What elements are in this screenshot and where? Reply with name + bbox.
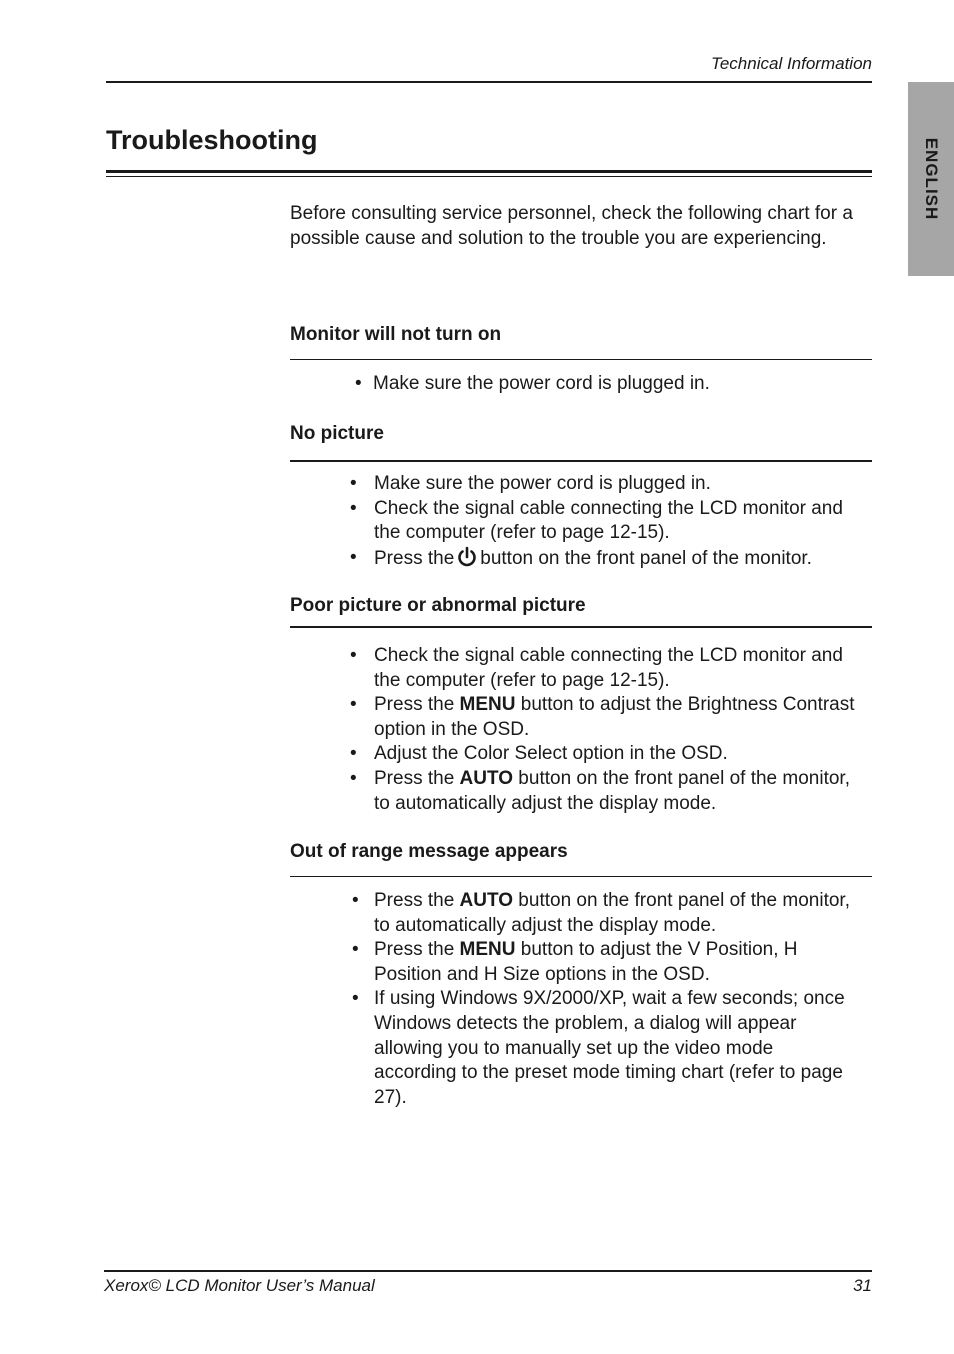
section-list-poor-picture <box>350 644 860 816</box>
footer-manual-title: Xerox© LCD Monitor User’s Manual <box>104 1276 375 1295</box>
footer-rule <box>104 1270 872 1272</box>
list-item: • Check the signal cable connecting the LCD monitor and the computer (refer to page 12-15). <box>350 497 865 546</box>
item-text-post: button on the front panel of the monitor. <box>480 547 812 569</box>
section-list-no-picture <box>350 472 865 571</box>
section-list-no-power <box>355 372 855 397</box>
auto-button-label: AUTO <box>459 767 514 789</box>
item-text-pre: Press the <box>374 767 460 789</box>
list-item <box>350 693 860 742</box>
section-rule <box>290 359 872 360</box>
list-item <box>352 938 852 987</box>
list-item: • Make sure the power cord is plugged in. <box>355 372 855 397</box>
section-title-no-power: Monitor will not turn on <box>290 324 502 345</box>
page-title: Troubleshooting <box>106 125 318 155</box>
list-item: • Check the signal cable connecting the LCD monitor and the computer (refer to page 12-15). <box>350 644 860 693</box>
item-text-post: button on the front panel of the monitor, to automatically adjust the display mode. <box>374 890 850 936</box>
section-rule <box>290 626 872 628</box>
section-title-no-picture: No picture <box>290 423 384 444</box>
list-item: • Adjust the Color Select option in the OSD. <box>350 742 860 767</box>
list-item <box>350 767 860 816</box>
item-text-pre: Press the <box>374 547 455 569</box>
item-text-pre: Press the <box>374 939 460 961</box>
running-head: Technical Information <box>711 54 872 73</box>
item-text-post: button on the front panel of the monitor, to automatically adjust the display mode. <box>374 767 850 814</box>
menu-button-label: MENU <box>459 694 516 716</box>
auto-button-label: AUTO <box>459 890 514 911</box>
language-tab-label: ENGLISH <box>922 137 941 221</box>
item-text-post: button to adjust the Brightness Contrast option in the OSD. <box>374 694 855 740</box>
power-icon <box>456 546 478 568</box>
intro-paragraph: Before consulting service personnel, check the following chart for a possible cause and solution to the trouble you are experiencing. <box>290 203 853 249</box>
page-number: 31 <box>853 1276 872 1295</box>
list-item: • If using Windows 9X/2000/XP, wait a few seconds; once Windows detects the problem, a dialog will appear allowing you to manually set up the video mode according to the preset mode timing chart (refer to page 27). <box>352 987 852 1110</box>
section-title-out-of-range: Out of range message appears <box>290 841 568 862</box>
list-item: • Make sure the power cord is plugged in. <box>350 472 865 497</box>
section-rule <box>290 460 872 462</box>
header-rule <box>106 81 872 83</box>
list-item <box>352 889 852 938</box>
item-text-pre: Press the <box>374 890 460 911</box>
language-tab <box>908 82 954 276</box>
list-item <box>350 546 865 572</box>
title-rule-thin <box>106 176 872 177</box>
section-list-out-of-range <box>352 889 852 1110</box>
menu-button-label: MENU <box>459 939 516 961</box>
item-text-pre: Press the <box>374 694 460 716</box>
title-rule <box>106 170 872 173</box>
section-rule <box>290 876 872 877</box>
section-title-poor-picture: Poor picture or abnormal picture <box>290 595 586 616</box>
item-text-post: button to adjust the V Position, H Position and H Size options in the OSD. <box>374 939 798 985</box>
